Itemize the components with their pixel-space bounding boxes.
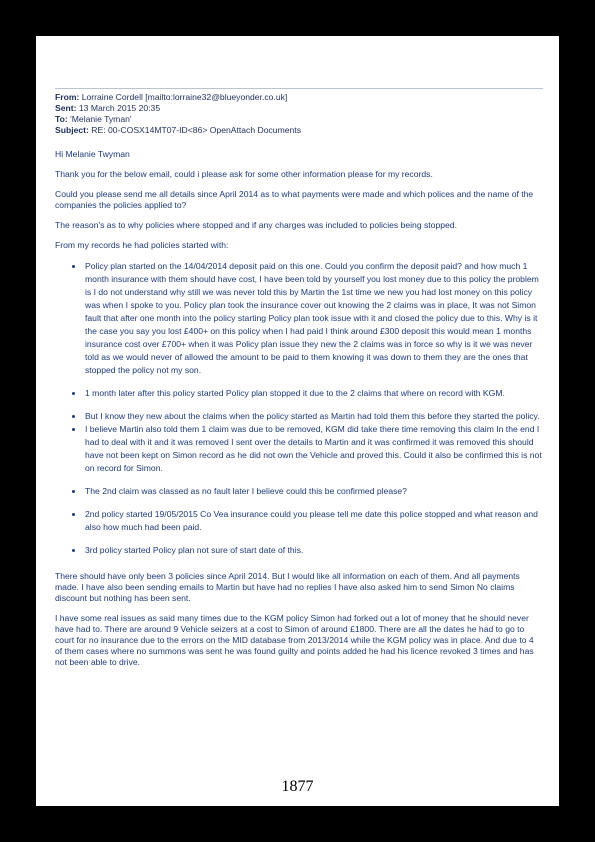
list-item: 1 month later after this policy started Policy plan stopped it due to the 2 claims that where on record with KGM.: [85, 387, 543, 400]
header-divider: [55, 88, 543, 89]
list-item: But I know they new about the claims when the policy started as Martin had told them this before they started the policy.: [85, 410, 543, 423]
subject-line: [55, 125, 543, 136]
to-label: To:: [55, 114, 68, 124]
email-header: [55, 92, 543, 136]
sent-line: [55, 103, 543, 114]
to-value: 'Melanie Tyman': [70, 114, 132, 124]
paragraph: From my records he had policies started with:: [55, 240, 229, 250]
paragraph: Thank you for the below email, could i please ask for some other information please for my records.: [55, 169, 433, 179]
from-value: Lorraine Cordell [mailto:lorraine32@blueyonder.co.uk]: [81, 92, 288, 102]
policy-list: [55, 260, 543, 557]
paragraph: Could you please send me all details since April 2014 as to what payments were made and which polices and the name of the companies the policies applied to?: [55, 189, 534, 210]
sent-value: 13 March 2015 20:35: [78, 103, 161, 113]
paragraph: The reason's as to why policies where stopped and if any charges was included to policies being stopped.: [55, 220, 457, 230]
list-item: I believe Martin also told them 1 claim was due to be removed, KGM did take there time removing this claim In the end I had to deal with it and it was removed I sent over the details to Martin and it was confirmed it was removed this should have not been kept on Simon record as he did not own the Vehicle and proved this. Could it also be confirmed this is not on record for Simon.: [85, 424, 542, 473]
email-body: [55, 92, 543, 677]
paragraph: There should have only been 3 policies since April 2014. But I would like all information on each of them. And all payments made. I have also been sending emails to Martin but have had no replies I have also asked him to send Simon No claims discount but nothing has been sent.: [55, 571, 520, 603]
from-line: [55, 92, 543, 103]
from-label: From:: [55, 92, 80, 102]
list-item: 3rd policy started Policy plan not sure of start date of this.: [85, 544, 543, 557]
sent-label: Sent:: [55, 103, 77, 113]
subject-value: RE: 00-COSX14MT07-ID<86> OpenAttach Documents: [91, 125, 301, 135]
to-line: [55, 114, 543, 125]
list-item: The 2nd claim was classed as no fault later I believe could this be confirmed please?: [85, 485, 543, 498]
page-number: 1877: [281, 778, 314, 795]
list-item: Policy plan started on the 14/04/2014 deposit paid on this one. Could you confirm the deposit paid? and how much 1 month insurance with them should have cost, I have been told by yourself you lost money due to this policy the problem is I do not understand why still we was never told this by Martin the 1st time we new you had lost money on this policy was when I spoke to you. Policy plan took the insurance cover out knowing the 2 claims was in place, It was not Simon fault that after one month into the policy starting Policy plan took issue with it and closed the policy due to this. Why is it the case you say you lost £400+ on this policy when I had paid I think around £300 deposit this would mean 1 months insurance cost over £700+ when it was Policy plan issue they new the 2 claims was in force so why is it we was never told as we would never of allowed the amount to be paid to them knowing it was down to them they are the ones that stopped the policy not my son.: [85, 260, 543, 377]
greeting: Hi Melanie Twyman: [55, 149, 130, 159]
list-item: 2nd policy started 19/05/2015 Co Vea insurance could you please tell me date this police stopped and what reason and also how much had been paid.: [85, 508, 543, 534]
subject-label: Subject:: [55, 125, 89, 135]
paragraph: I have some real issues as said many times due to the KGM policy Simon had forked out a lot of money that he should never have had to. There are around 9 Vehicle seizers at a cost to Simon of around £1800. There are all the dates he had to go to court for no insurance due to the errors on the MID database from 2013/2014 while the KGM policy was in place. And due to 4 of them cases where no summons was sent he was found guilty and points added he had his licence revoked 3 times and has not been able to drive.: [55, 613, 534, 667]
